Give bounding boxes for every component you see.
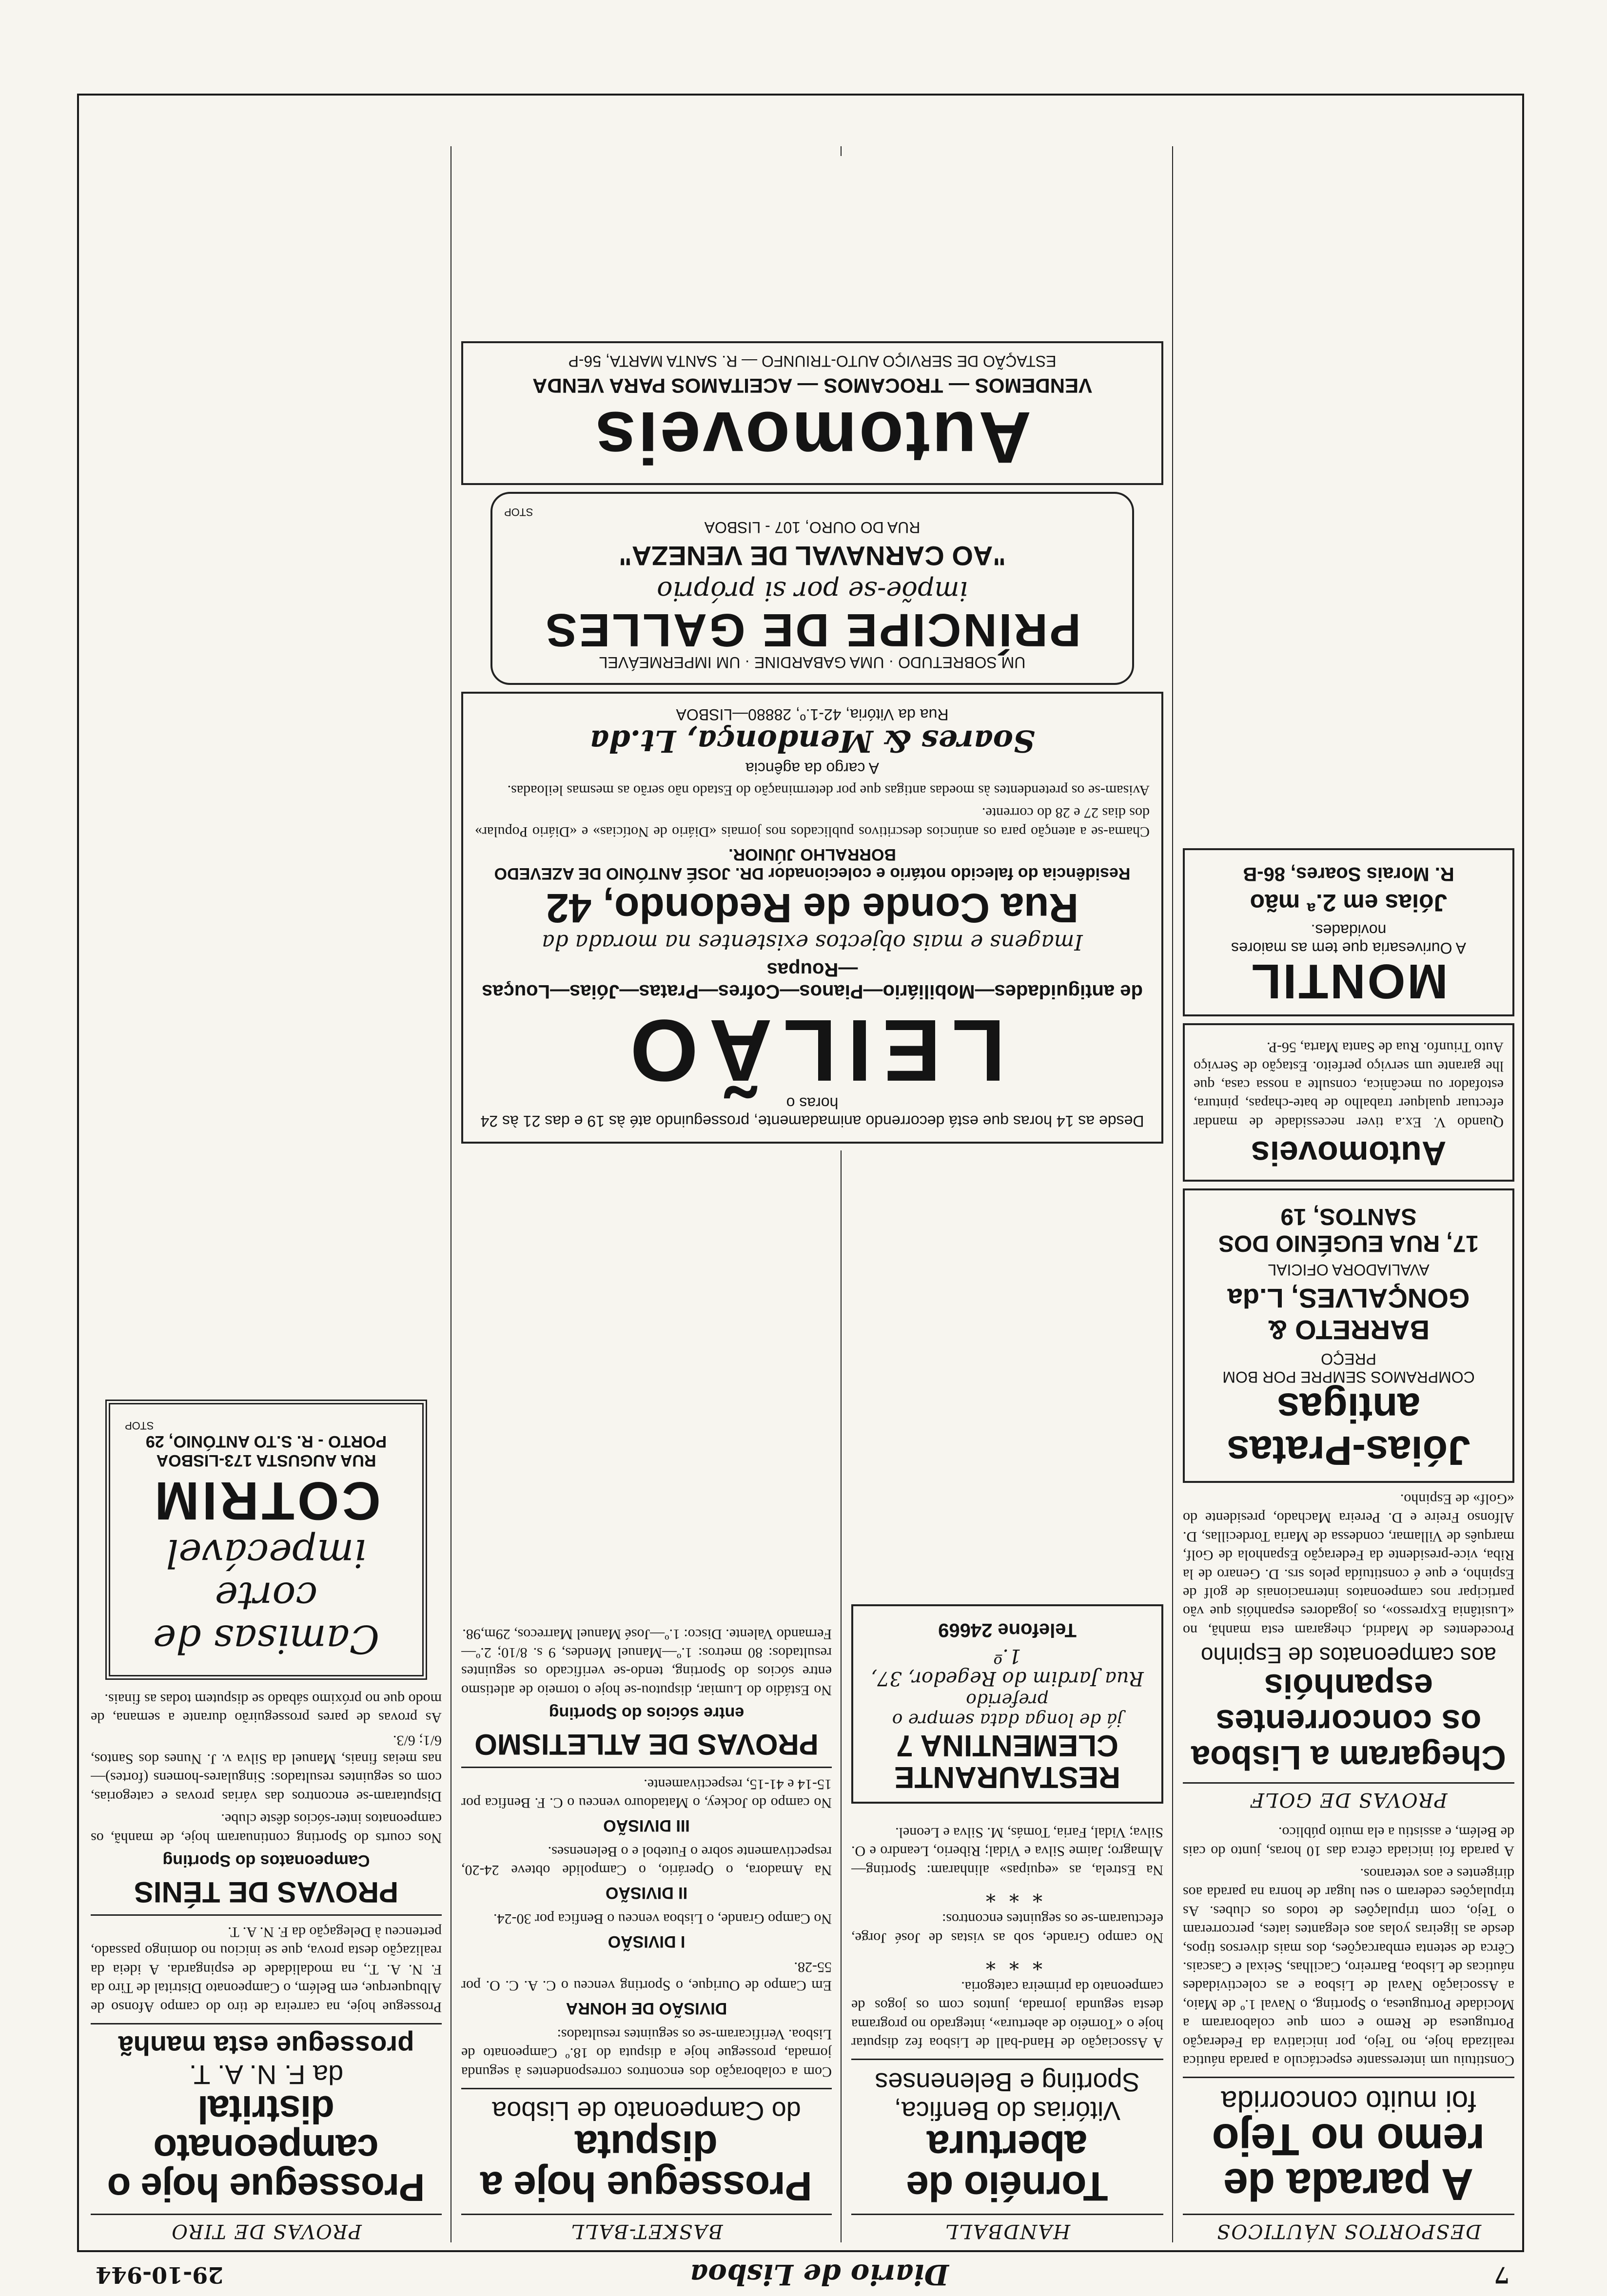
ad-text: de antiguidades—Mobiliário—Pianos—Cofres—Pratas—Jóias—Louças—Roupas (482, 959, 1143, 1002)
subheadline: entre sócios do Sporting (549, 1703, 745, 1722)
ad-leilao (461, 692, 1163, 1144)
ad-title: Jóias-Pratas antigas (1227, 1384, 1470, 1474)
ad-title: PRÍNCIPE DE GALLES (544, 603, 1081, 656)
section-label: PROVAS DE GOLF (1183, 1782, 1514, 1811)
headline: A parada de remo no Tejo (1212, 2115, 1485, 2209)
division-heading: III DIVISÃO (603, 1816, 690, 1835)
ad-principe-de-galles (490, 492, 1134, 685)
ad-text: Chama-se a atenção para os anúncios descritivos publicados nos jornais «Diário de Notícias» e «Diário Popular» dos dias 27 e 28 do corrente. (475, 805, 1150, 840)
ad-text: ESTAÇÃO DE SERVIÇO AUTO-TRIUNFO — R. SANTA MARTA, 56-P (568, 352, 1057, 370)
ad-text: R. Morais Soares, 86-B (1243, 863, 1454, 885)
ad-text: já de longa data sempre o preferido (892, 1689, 1123, 1730)
ad-restaurant (851, 1604, 1163, 1804)
masthead (96, 2257, 1509, 2291)
ad-title: Automoveis (593, 396, 1032, 479)
section-label: HANDBALL (851, 2214, 1163, 2242)
ad-montil (1183, 848, 1514, 1016)
ad-stop-mark: STOP (125, 1419, 154, 1432)
article-text: No campo do Jockey, o Matadouro venceu o C. F. Benfica por 15-14 e 41-15, respectivamente. (461, 1776, 832, 1811)
issue-date: 29-10-944 (96, 2262, 224, 2288)
ad-title: Automoveis (1251, 1134, 1447, 1173)
ad-text: Rua Jardim do Regedor, 37, 1.º (871, 1644, 1144, 1690)
ad-address: PORTO - R. S.TO ANTÓNIO, 29 (145, 1432, 387, 1451)
article-text: Disputaram-se encontros das várias provas e categorias, com os seguintes resultados: Singulares-homens (fortes)—nas meias finais, Manuel da Silva v. J. Nunes dos Santos, 6/1; 6/3. (91, 1732, 442, 1805)
column-rule (1172, 146, 1173, 2242)
subheadline: Campeonatos do Sporting (162, 1851, 370, 1870)
ad-text: Jóias em 2.ª mão (1250, 889, 1448, 916)
ad-title: Soares & Mendonça, Lt.da (589, 723, 1035, 759)
ad-text: Quando V. Ex.a tiver necessidade de mandar efectuar qualquer trabalho de bate-chapas, pintura, estofador ou mecânica, consulte a nossa casa, que lhe garante um serviço perfeito. Estação de Serviço Auto Triunfo. Rua de Santa Marta, 56-P. (1194, 1039, 1504, 1130)
newspaper-title: Diario de Lisboa (689, 2258, 949, 2291)
ad-address: RUA AUGUSTA 173-LISBOA (156, 1451, 376, 1470)
ad-stop-mark: STOP (504, 506, 533, 518)
divider (461, 1767, 832, 1768)
article-text: A Associação de Hand-ball de Lisboa fez disputar hoje o «Tornéio de abertura», integrado no programa desta segunda jornada, juntos com os jogos de campeonato da primeira categoria. (851, 1979, 1163, 2051)
section-label: BASKET-BALL (461, 2214, 832, 2242)
article-text: No Campo Grande, o Lisboa venceu o Benfica por 30-24. (493, 1910, 832, 1927)
division-heading: II DIVISÃO (605, 1884, 688, 1903)
article-text: Na Amadora, o Operário, o Campolide obteve 24-20, respectivamente sobre o Futebol e o Belenenses. (461, 1843, 832, 1879)
headline: Tornéio de abertura (906, 2122, 1108, 2209)
ad-title: LEILÃO (619, 1001, 1005, 1099)
ad-text: A Ourivesaria que tem as maiores novidades. (1231, 921, 1466, 957)
subheadline: Vitórias do Benfica, Sporting e Belenenses (875, 2067, 1140, 2125)
article-text: No campo Grande, sob as vistas de José Jorge, efectuaram-se os seguintes encontros: (851, 1911, 1163, 1946)
article-text: Constituiu um interessante espectáculo a parada náutica realizada hoje, no Tejo, por iniciativa da Federação Portuguesa de Remo e com que colaboraram a Mocidade Portuguesa, o Sporting, o Naval 1.º de Maio, a Associação Naval de Lisboa e as colectividades náuticas de Lisboa, Barreiro, Cacilhas, Seixal e Cascais. Cêrca de setenta embarcações, dos mais diversos tipos, desde as ligeiras yolas aos elegantes iates, percorreram o Tejo, com tripulações de todos os clubes. As tripulações cederam o seu lugar de honra na parada aos dirigentes e aos veteranos. (1183, 1866, 1514, 2069)
article-text: A parada foi iniciada cêrca das 10 horas, junto do cais de Belém, e assistiu a ela muito público. (1183, 1824, 1514, 1859)
division-heading: DIVISÃO DE HONRA (566, 1999, 727, 2018)
article-text: No Estádio do Lumiar, disputou-se hoje o torneio de atletismo entre sócios do Sporting, tendo-se verificado os seguintes resultados: 80 metros: 1.º—Manuel Mendes, 9 s. 8/10; 2.º—Fernando Valente. Disco: 1.º—José Manuel Marrecos, 29m,98. (461, 1626, 832, 1698)
ad-text: Avisam-se os pretendentes às moedas antigas que por determinação do Estado não serão as mesmas leiloadas. (507, 782, 1150, 799)
division-heading: I DIVISÃO (608, 1932, 686, 1951)
ad-text: Residência do falecido notário e colecionador DR. JOSÉ ANTÓNIO DE AZEVEDO BORRALHO JÚNIOR. (494, 845, 1131, 883)
headline: Prossegue hoje o campeonato distrital (107, 2088, 425, 2209)
article-text: Com a colaboração dos encontros correspondentes à segunda jornada, prossegue hoje a disputa do 18.º Campeonato de Lisboa. Verificaram-se os seguintes resultados: (461, 2026, 832, 2080)
headline: Chegaram a Lisboa os concorrentes espanhóis (1191, 1667, 1506, 1777)
ad-text: COMPRAMOS SEMPRE POR BOM PREÇO (1222, 1350, 1475, 1386)
article-text: Em Campo de Ourique, o Sporting venceu o C. A. C. O. por 55-28. (461, 1959, 832, 1994)
ad-automoveis-large (461, 341, 1163, 485)
page-number: 7 (1493, 2262, 1509, 2288)
article-text: Na Estrela, as «equipas» alinharam: Sporting—Almagro; Jaime Silva e Vidal; Riberio, Leandro e O. Silva; Vidal, Faria, Tomás, M. Silva e Leonel. (851, 1825, 1163, 1878)
subheadline: da F. N. A. T. (189, 2060, 344, 2090)
section-label: DESPORTOS NÁUTICOS (1183, 2214, 1514, 2242)
subheadline: foi muito concorrida (1221, 2085, 1476, 2118)
ad-text: BARRETO & GONÇALVES, L.da (1227, 1283, 1470, 1346)
headline: PROVAS DE ATLETISMO (474, 1728, 819, 1761)
separator-stars: *** (972, 1883, 1042, 1906)
subheadline: do Campeonato de Lisboa (492, 2096, 801, 2125)
article-text: Nos courts do Sporting continuaram hoje, de manhã, os campeonatos inter-sócios dêste clube. (91, 1811, 442, 1846)
divider (91, 1914, 442, 1916)
divider (91, 2023, 442, 2024)
ad-text: 17, RUA EUGÉNIO DOS SANTOS, 19 (1218, 1204, 1479, 1257)
ad-title: MONTIL (1249, 953, 1448, 1009)
ad-text: AVALIADORA OFICIAL (1268, 1261, 1430, 1279)
ad-text: Telefone 24669 (938, 1619, 1077, 1641)
ad-text: UM SOBRETUDO · UMA GABARDINE · UM IMPERMEÁVEL (599, 653, 1026, 671)
ad-slogan: Camisas de corte impecável (153, 1530, 380, 1662)
article-text: As provas de pares prosseguirão durante a semana, de modo que no próximo sábado se disputem todas as finais. (91, 1691, 442, 1726)
column-nautical (1183, 146, 1514, 2242)
ad-text: Imagens e mais objectos existentes na morada da (542, 930, 1083, 954)
divider (851, 2059, 1163, 2060)
headline: Prossegue hoje a disputa (481, 2122, 812, 2209)
ad-text: VENDEMOS — TROCAMOS — ACEITAMOS PARA VENDA (532, 374, 1093, 397)
article-text: Procedentes de Madrid, chegaram esta manhã, no «Lusitânia Expresso», os jogadores espanhóis que vão participar nos campeonatos internacionais de golf de Espinho, e que é constituída pelos srs. D. Genaro de la Riba, vice-presidente da Federação Espanhola de Golf, marquês de Villamar, condessa de Maria Tordecillas, D. Alfonso Freire e D. Pereira Machado, presidente do «Golf» de Espinho. (1183, 1491, 1514, 1638)
ad-title: RESTAURANTE CLEMENTINA 7 (894, 1728, 1120, 1794)
ad-text: Rua Conde de Redondo, 42 (546, 885, 1079, 931)
subheadline: prossegue esta manhã (118, 2030, 414, 2062)
separator-stars: *** (972, 1950, 1042, 1973)
article-text: Prossegue hoje, na carreira de tiro do campo Afonso de Albuquerque, em Belém, o Campeonato Distrital de Tiro da F. N. A. T., na modalidade de espingarda. A ideia da realização desta prova, que se iniciou no domingo passado, pertenceu à Delegação da F. N. A. T. (91, 1924, 442, 2015)
ad-text: "AO CARNAVAL DE VENEZA" (619, 540, 1006, 571)
center-ads (461, 156, 1163, 1150)
ad-cotrim-stamp (105, 1400, 427, 1680)
ad-text: Rua da Vitória, 42-1.º, 28880—LISBOA (676, 705, 949, 723)
subheadline: aos campeonatos de Espinho (1200, 1643, 1497, 1669)
ad-slogan: impõe-se por si próprio (657, 575, 968, 606)
ad-automoveis-small (1183, 1023, 1514, 1182)
column-shooting (91, 146, 442, 2242)
ad-text: A cargo da agência (745, 759, 879, 777)
section-label: PROVAS DE TIRO (91, 2214, 442, 2242)
ad-text: RUA DO OURO, 107 - LISBOA (704, 518, 921, 536)
headline: PROVAS DE TÉNIS (134, 1875, 399, 1908)
ad-text: Desde as 14 horas que está decorrendo animadamente, prosseguindo até às 19 e das 21 às 24 horas o (480, 1094, 1144, 1130)
divider (461, 2088, 832, 2089)
ad-joias (1183, 1188, 1514, 1482)
divider (1183, 2077, 1514, 2078)
ad-brand: COTRIM (152, 1470, 381, 1531)
